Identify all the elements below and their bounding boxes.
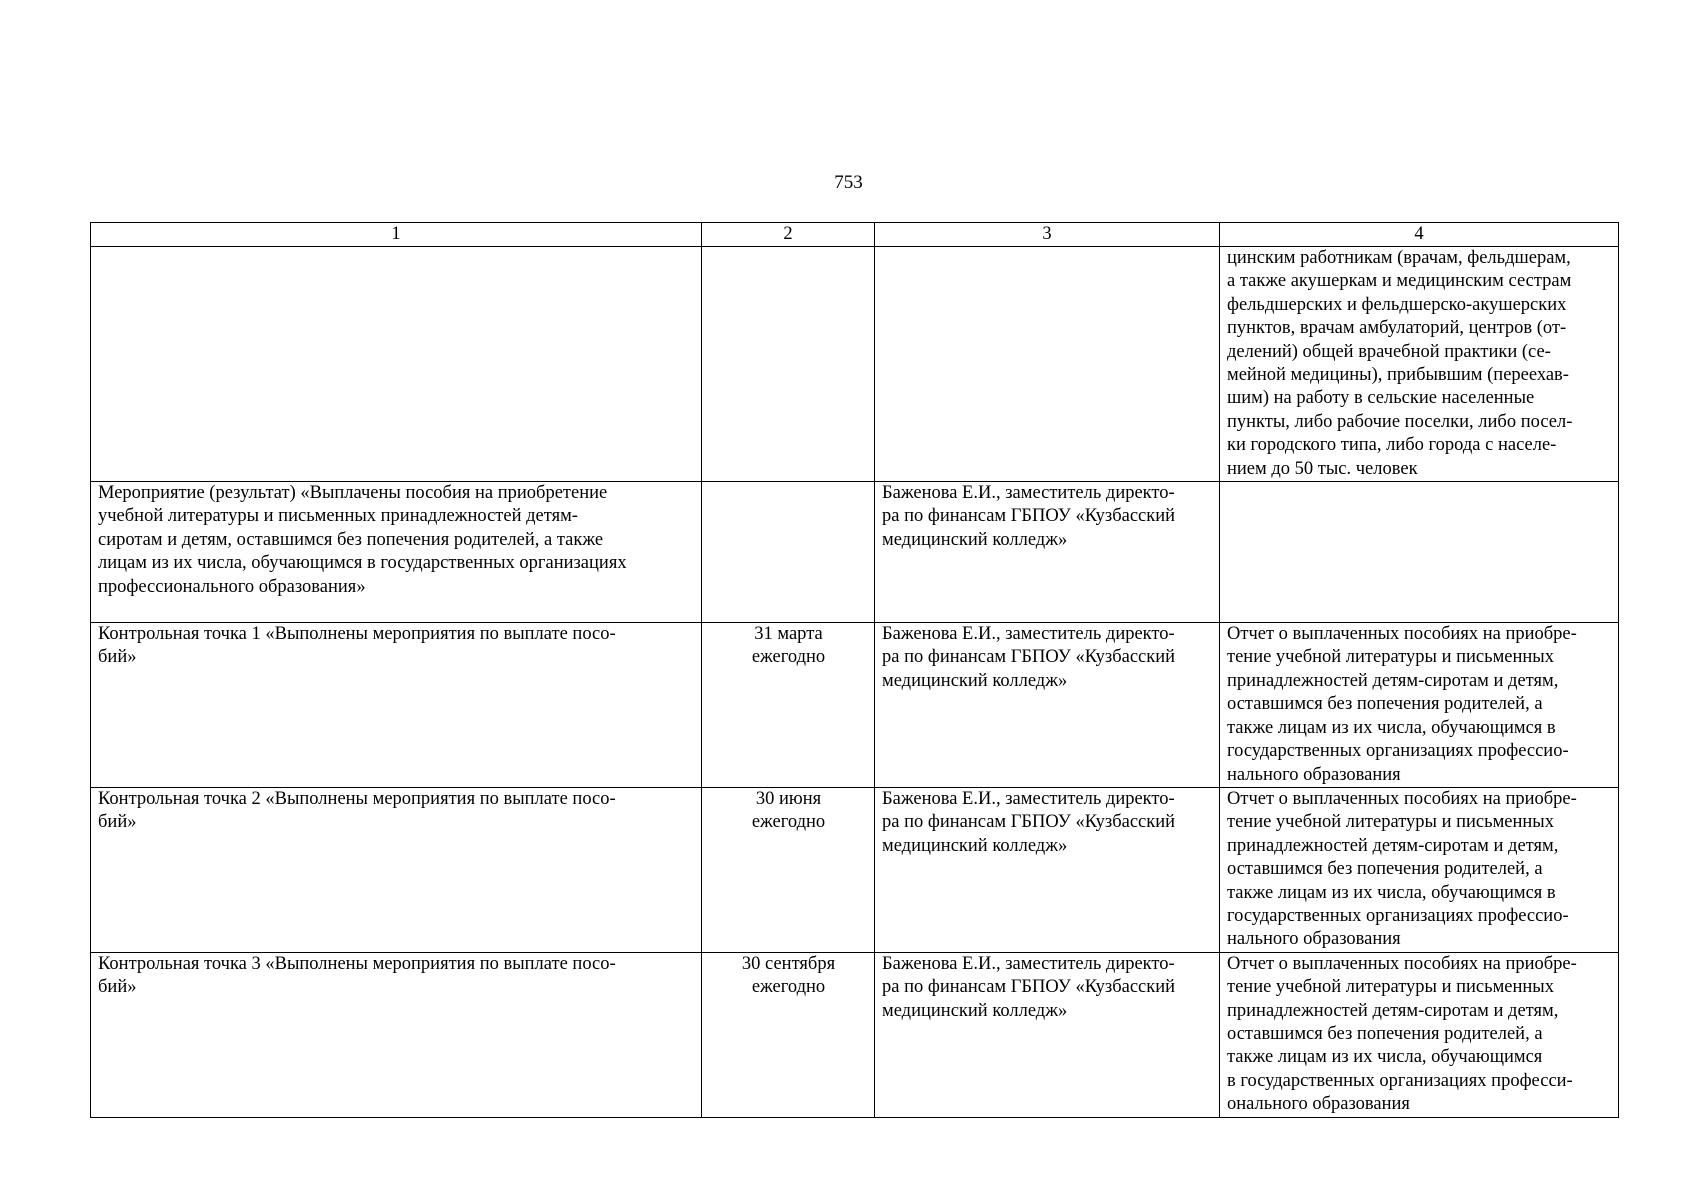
cell-deadline (702, 482, 875, 623)
plan-table (90, 222, 1619, 1118)
cell-result (1220, 482, 1619, 623)
cell-deadline (702, 247, 875, 482)
cell-activity: Контрольная точка 3 «Выполнены мероприятия по выплате посо- бий» (91, 952, 702, 1117)
table-row (91, 623, 1619, 788)
column-header-3: 3 (875, 223, 1220, 247)
column-header-4: 4 (1220, 223, 1619, 247)
table-row (91, 247, 1619, 482)
cell-deadline: 30 сентября ежегодно (702, 952, 875, 1117)
cell-deadline: 30 июня ежегодно (702, 787, 875, 952)
cell-deadline: 31 марта ежегодно (702, 623, 875, 788)
cell-responsible: Баженова Е.И., заместитель директо- ра по финансам ГБПОУ «Кузбасский медицинский колледж» (875, 482, 1220, 623)
cell-activity: Мероприятие (результат) «Выплачены пособия на приобретение учебной литературы и письменных принадлежностей детям- сиротам и детям, оставшимся без попечения родителей, а также лицам из их числа, обучающимся в государственных организациях профессионального образования» (91, 482, 702, 623)
table-header-row (91, 223, 1619, 247)
cell-result: Отчет о выплаченных пособиях на приобре- тение учебной литературы и письменных принадлежностей детям-сиротам и детям, оставшимся без попечения родителей, а также лицам из их числа, обучающимся в государственных организациях профессио- нального образования (1220, 623, 1619, 788)
page-number: 753 (834, 172, 863, 193)
cell-result: цинским работникам (врачам, фельдшерам, а также акушеркам и медицинским сестрам фельдшерских и фельдшерско-акушерских пунктов, врачам амбулаторий, центров (от- делений) общей врачебной практики (се- мейной медицины), прибывшим (переехав- шим) на работу в сельские населенные пункты, либо рабочие поселки, либо посел- ки городского типа, либо города с населе- нием до 50 тыс. человек (1220, 247, 1619, 482)
cell-activity: Контрольная точка 1 «Выполнены мероприятия по выплате посо- бий» (91, 623, 702, 788)
cell-result: Отчет о выплаченных пособиях на приобре- тение учебной литературы и письменных принадлежностей детям-сиротам и детям, оставшимся без попечения родителей, а также лицам из их числа, обучающимся в государственных организациях професси- онального образования (1220, 952, 1619, 1117)
column-header-2: 2 (702, 223, 875, 247)
cell-result: Отчет о выплаченных пособиях на приобре- тение учебной литературы и письменных принадлежностей детям-сиротам и детям, оставшимся без попечения родителей, а также лицам из их числа, обучающимся в государственных организациях профессио- нального образования (1220, 787, 1619, 952)
cell-responsible: Баженова Е.И., заместитель директо- ра по финансам ГБПОУ «Кузбасский медицинский колледж» (875, 623, 1220, 788)
cell-responsible: Баженова Е.И., заместитель директо- ра по финансам ГБПОУ «Кузбасский медицинский колледж» (875, 787, 1220, 952)
table-row (91, 482, 1619, 623)
cell-responsible (875, 247, 1220, 482)
cell-activity (91, 247, 702, 482)
table-row (91, 952, 1619, 1117)
cell-responsible: Баженова Е.И., заместитель директо- ра по финансам ГБПОУ «Кузбасский медицинский колледж» (875, 952, 1220, 1117)
column-header-1: 1 (91, 223, 702, 247)
cell-activity: Контрольная точка 2 «Выполнены мероприятия по выплате посо- бий» (91, 787, 702, 952)
table-row (91, 787, 1619, 952)
